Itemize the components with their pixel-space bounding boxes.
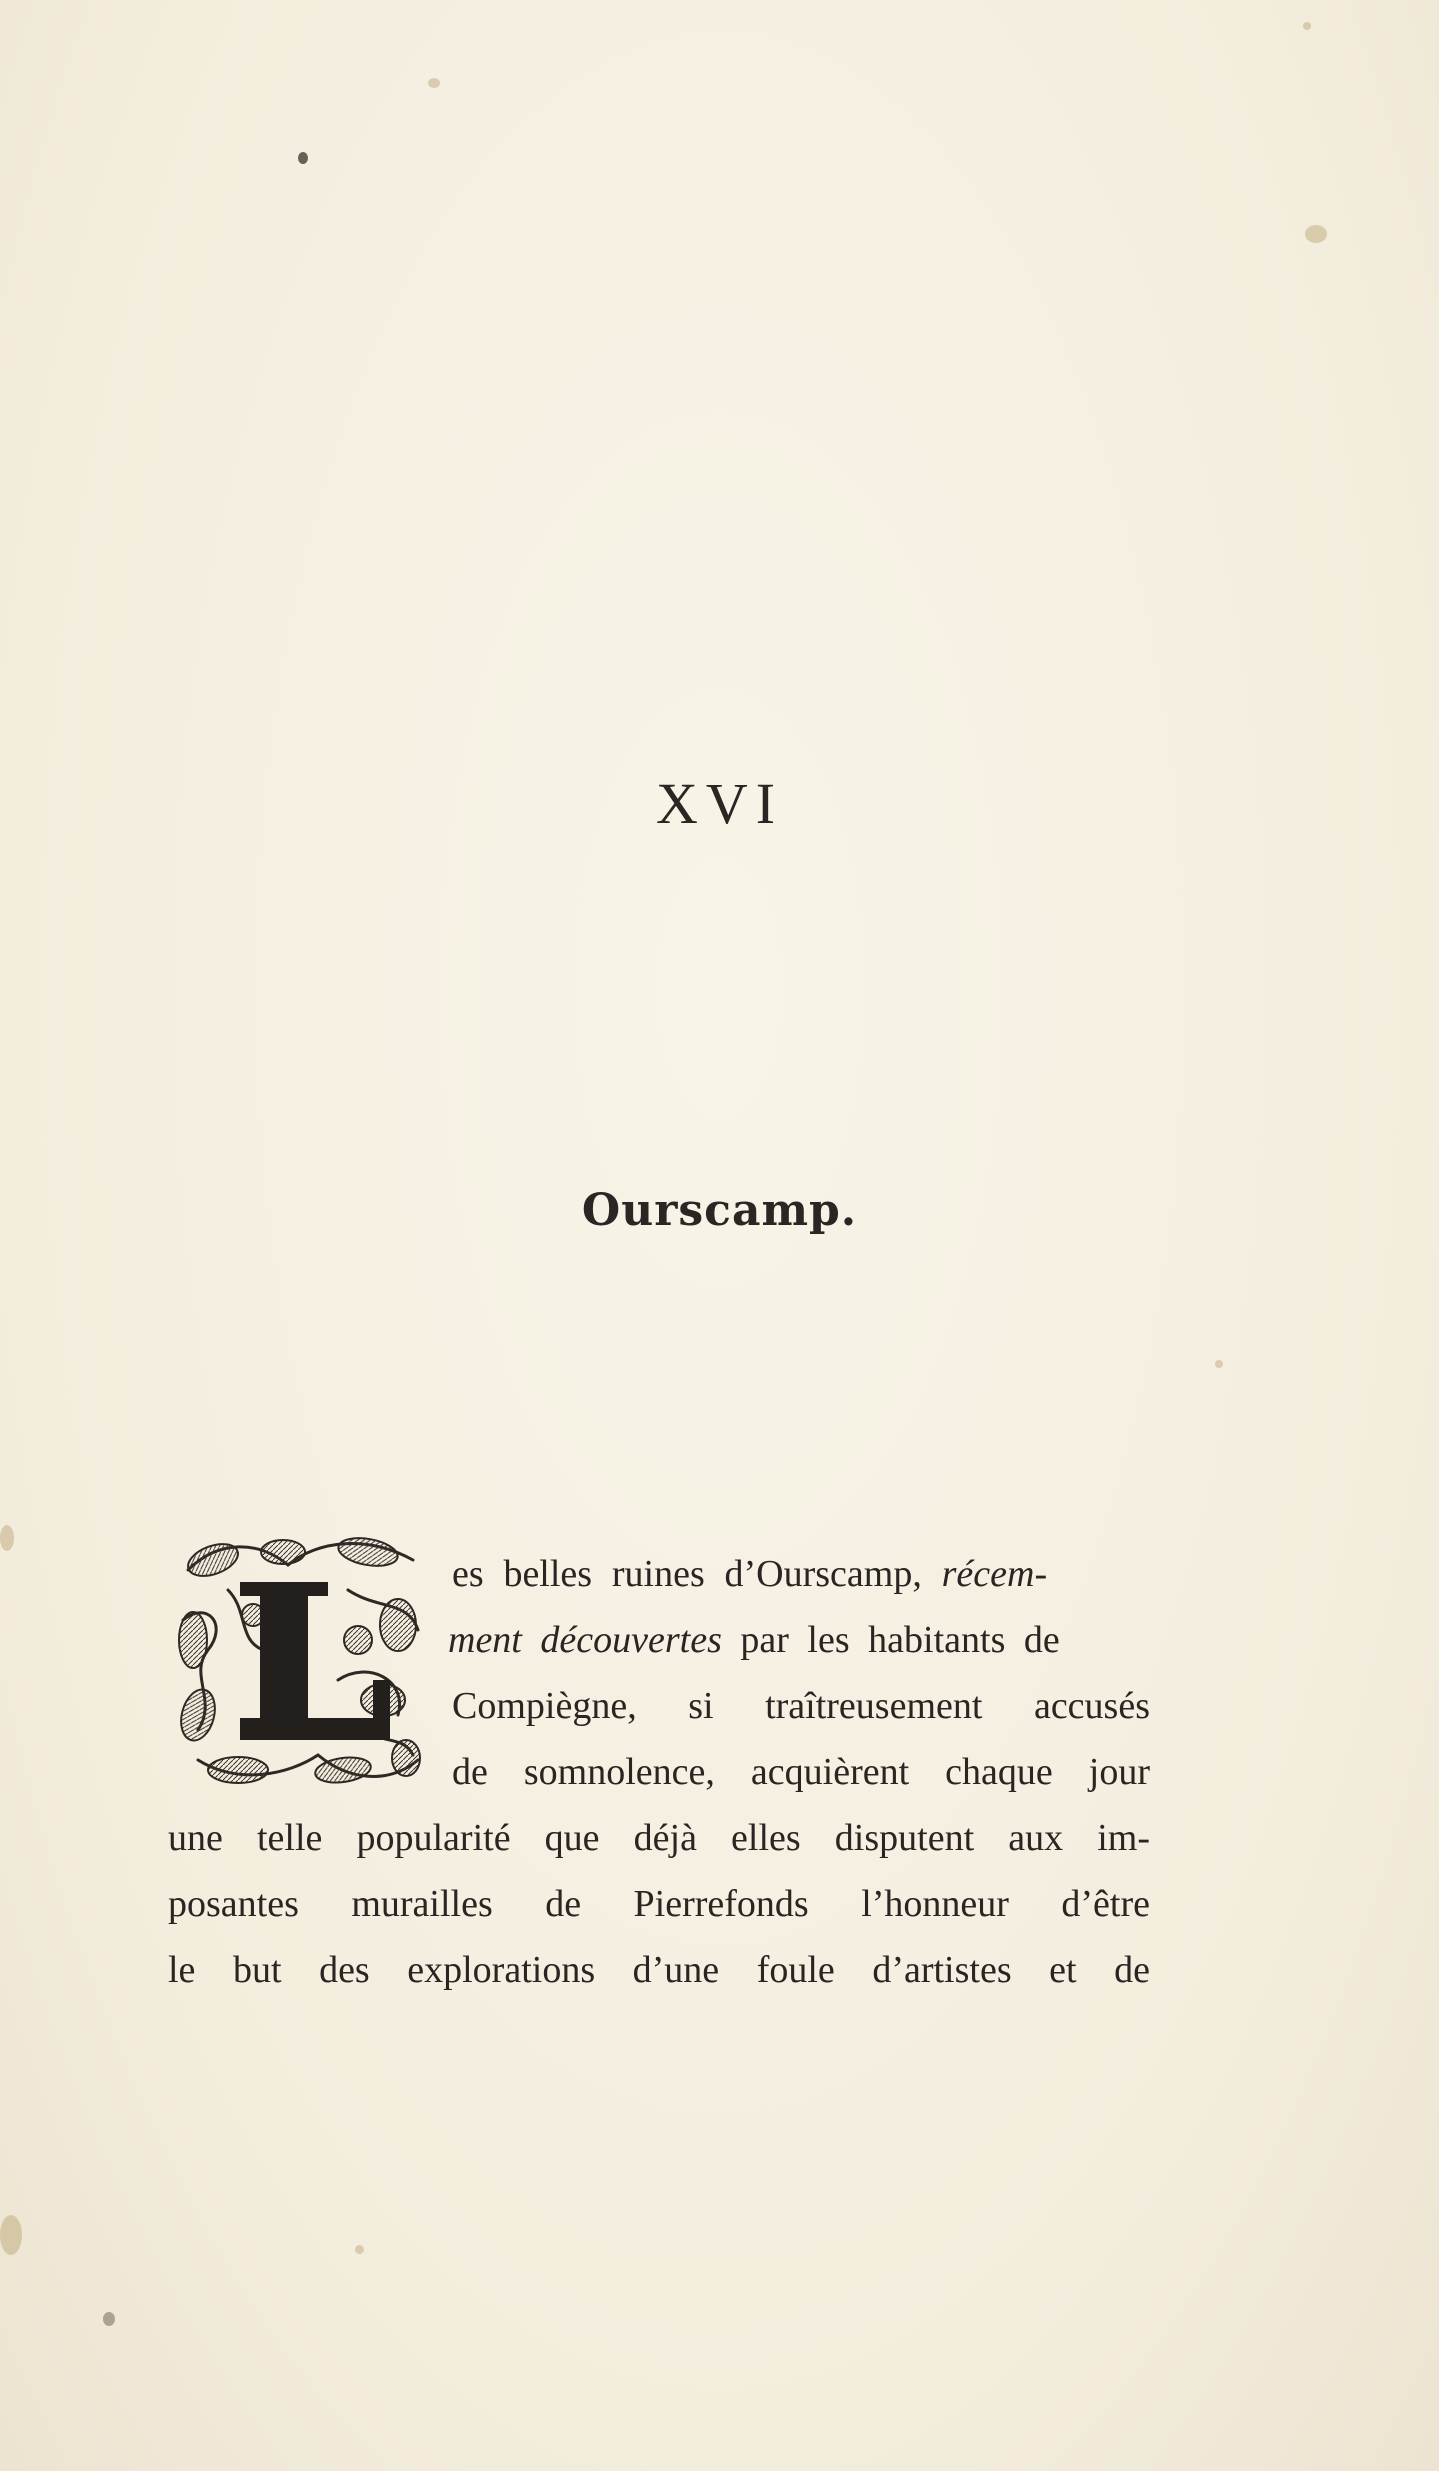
foxing-spot: [355, 2245, 364, 2254]
text-line: le but des explorations d’une foule d’artistes et de: [168, 1949, 1150, 1991]
foxing-spot: [298, 152, 308, 164]
chapter-title: Ourscamp.: [581, 1185, 858, 1236]
foxing-spot: [1305, 225, 1327, 243]
text-span-italic: ment découvertes: [448, 1619, 722, 1661]
ornamental-drop-cap: [168, 1530, 430, 1792]
text-line: Compiègne, si traîtreusement accusés: [452, 1685, 1150, 1727]
text-line: posantes murailles de Pierrefonds l’honneur d’être: [168, 1883, 1150, 1925]
chapter-number: XVI: [655, 771, 784, 836]
foxing-spot: [0, 2215, 22, 2255]
foxing-spot: [1303, 22, 1311, 30]
text-line: [448, 1618, 1060, 1662]
drop-cap-ornament-icon: [168, 1530, 430, 1792]
foxing-spot: [0, 1525, 14, 1551]
text-line: une telle popularité que déjà elles disputent aux im-: [168, 1817, 1150, 1859]
foxing-spot: [103, 2312, 115, 2326]
foxing-spot: [428, 78, 440, 88]
text-line: de somnolence, acquièrent chaque jour: [452, 1751, 1150, 1793]
text-span: par les habitants de: [721, 1619, 1060, 1661]
bleed-through-texture: [165, 225, 1155, 1525]
text-span-italic: récem-: [941, 1553, 1048, 1595]
foxing-spot: [1215, 1360, 1223, 1368]
text-line: [452, 1552, 1047, 1596]
text-span: es belles ruines d’Ourscamp,: [452, 1553, 942, 1595]
